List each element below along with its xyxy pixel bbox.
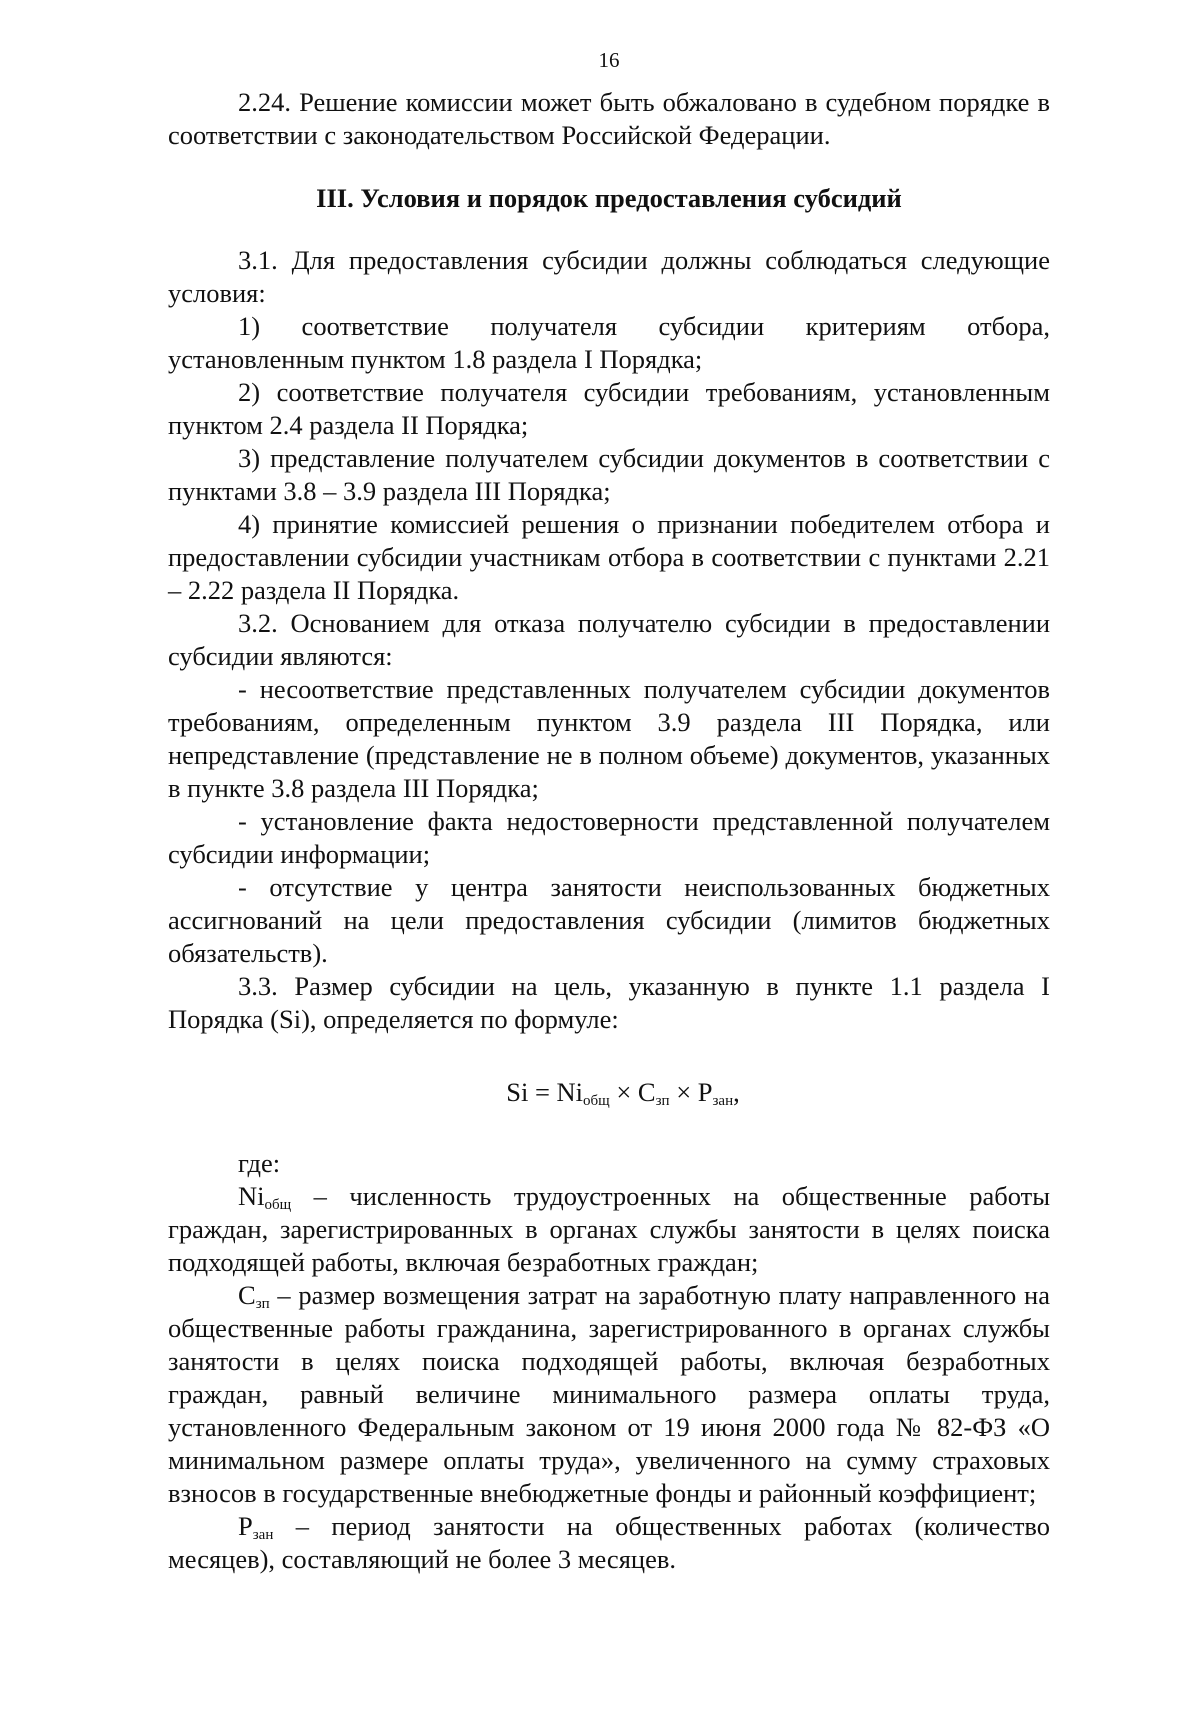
- definition-symbol: P: [238, 1511, 253, 1541]
- definition-item: [168, 1510, 1050, 1576]
- formula-subscript: зп: [655, 1093, 670, 1109]
- page-content: [168, 86, 1050, 1576]
- definition-item: [168, 1180, 1050, 1279]
- paragraph-3-2: 3.2. Основанием для отказа получателю субсидии в предоставлении субсидии являются:: [168, 608, 1050, 671]
- section-heading: III. Условия и порядок предоставления субсидий: [316, 183, 902, 213]
- condition-item: 3) представление получателем субсидии документов в соответствии с пунктами 3.8 – 3.9 раздела III Порядка;: [168, 443, 1050, 506]
- formula-subscript: зан: [712, 1093, 734, 1109]
- paragraph-2-24: 2.24. Решение комиссии может быть обжаловано в судебном порядке в соответствии с законодательством Российской Федерации.: [168, 87, 1050, 150]
- where-label: где:: [238, 1148, 281, 1178]
- condition-item: 1) соответствие получателя субсидии критериям отбора, установленным пунктом 1.8 раздела I Порядка;: [168, 311, 1050, 374]
- definition-item: [168, 1279, 1050, 1510]
- definition-text: – размер возмещения затрат на заработную плату направленного на общественные работы гражданина, зарегистрированного в органах службы занятости в целях поиска подходящей работы, включая безработных граждан, равный величине минимального размера оплаты труда, установленного Федеральным законом от 19 июня 2000 года № 82-ФЗ «О минимальном размере оплаты труда», увеличенного на сумму страховых взносов в государственные внебюджетные фонды и районный коэффициент;: [168, 1280, 1050, 1508]
- definition-subscript: общ: [264, 1197, 292, 1213]
- formula-term: × P: [669, 1077, 713, 1107]
- formula-term: × C: [609, 1077, 656, 1107]
- refusal-ground-item: - несоответствие представленных получателем субсидии документов требованиям, определенным пунктом 3.9 раздела III Порядка, или непредставление (представление не в полном объеме) документов, указанных в пункте 3.8 раздела III Порядка;: [168, 674, 1050, 803]
- formula-subscript: общ: [583, 1093, 610, 1109]
- definition-subscript: зп: [255, 1296, 270, 1312]
- paragraph-3-1: 3.1. Для предоставления субсидии должны соблюдаться следующие условия:: [168, 245, 1050, 308]
- subsidy-formula: [168, 1076, 1050, 1109]
- definition-text: – численность трудоустроенных на общественные работы граждан, зарегистрированных в органах службы занятости в целях поиска подходящей работы, включая безработных граждан;: [168, 1181, 1050, 1277]
- condition-item: 4) принятие комиссией решения о признании победителем отбора и предоставлении субсидии участникам отбора в соответствии с пунктами 2.21 – 2.22 раздела II Порядка.: [168, 509, 1050, 605]
- refusal-ground-item: - отсутствие у центра занятости неиспользованных бюджетных ассигнований на цели предоставления субсидии (лимитов бюджетных обязательств).: [168, 872, 1050, 968]
- definition-text: – период занятости на общественных работах (количество месяцев), составляющий не более 3 месяцев.: [168, 1511, 1050, 1574]
- formula-end: ,: [733, 1077, 740, 1107]
- definition-symbol: C: [238, 1280, 256, 1310]
- definition-symbol: Ni: [238, 1181, 265, 1211]
- formula-lhs: Si = Ni: [506, 1077, 584, 1107]
- condition-item: 2) соответствие получателя субсидии требованиям, установленным пунктом 2.4 раздела II Порядка;: [168, 377, 1050, 440]
- definition-subscript: зан: [252, 1527, 274, 1543]
- paragraph-3-3: 3.3. Размер субсидии на цель, указанную в пункте 1.1 раздела I Порядка (Si), определяется по формуле:: [168, 971, 1050, 1034]
- refusal-ground-item: - установление факта недостоверности представленной получателем субсидии информации;: [168, 806, 1050, 869]
- page-number: 16: [598, 48, 620, 72]
